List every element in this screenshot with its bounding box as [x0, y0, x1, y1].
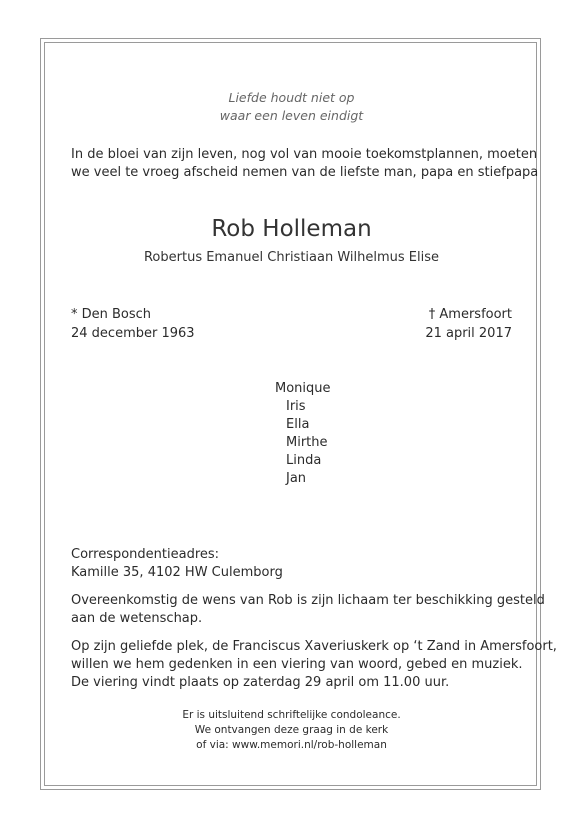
birth-date: 24 december 1963: [71, 326, 195, 341]
intro-line-2: we veel te vroeg afscheid nemen van de liefste man, papa en stiefpapa: [71, 165, 539, 180]
deceased-full-name: Robertus Emanuel Christiaan Wilhelmus Elise: [143, 250, 440, 265]
family-child: Mirthe: [286, 435, 328, 450]
birth-place: * Den Bosch: [71, 307, 152, 322]
death-date: 21 april 2017: [425, 326, 512, 341]
deceased-name: Rob Holleman: [211, 216, 372, 242]
motto-line-2: waar een leven eindigt: [219, 108, 364, 123]
family-child: Iris: [286, 399, 306, 414]
intro-line-1: In de bloei van zijn leven, nog vol van mooie toekomstplannen, moeten: [71, 147, 538, 162]
science-line-2: aan de wetenschap.: [71, 611, 203, 626]
death-place: † Amersfoort: [428, 307, 512, 322]
motto-line-1: Liefde houdt niet op: [228, 90, 355, 105]
family-child: Linda: [286, 453, 322, 468]
memorial-line-1: Op zijn geliefde plek, de Franciscus Xaveriuskerk op ‘t Zand in Amersfoort,: [71, 639, 557, 654]
correspondence-address: Kamille 35, 4102 HW Culemborg: [71, 565, 283, 580]
memorial-line-3: De viering vindt plaats op zaterdag 29 april om 11.00 uur.: [71, 675, 450, 690]
family-child: Ella: [286, 417, 310, 432]
memorial-line-2: willen we hem gedenken in een viering van woord, gebed en muziek.: [71, 657, 523, 672]
footer-line-1: Er is uitsluitend schriftelijke condoleance.: [182, 709, 401, 721]
footer-line-3: of via: www.memori.nl/rob-holleman: [196, 739, 387, 751]
footer-line-2: We ontvangen deze graag in de kerk: [194, 724, 389, 736]
family-partner: Monique: [275, 381, 331, 396]
correspondence-label: Correspondentieadres:: [71, 547, 220, 562]
science-line-1: Overeenkomstig de wens van Rob is zijn lichaam ter beschikking gesteld: [71, 593, 545, 608]
family-child: Jan: [286, 471, 307, 486]
